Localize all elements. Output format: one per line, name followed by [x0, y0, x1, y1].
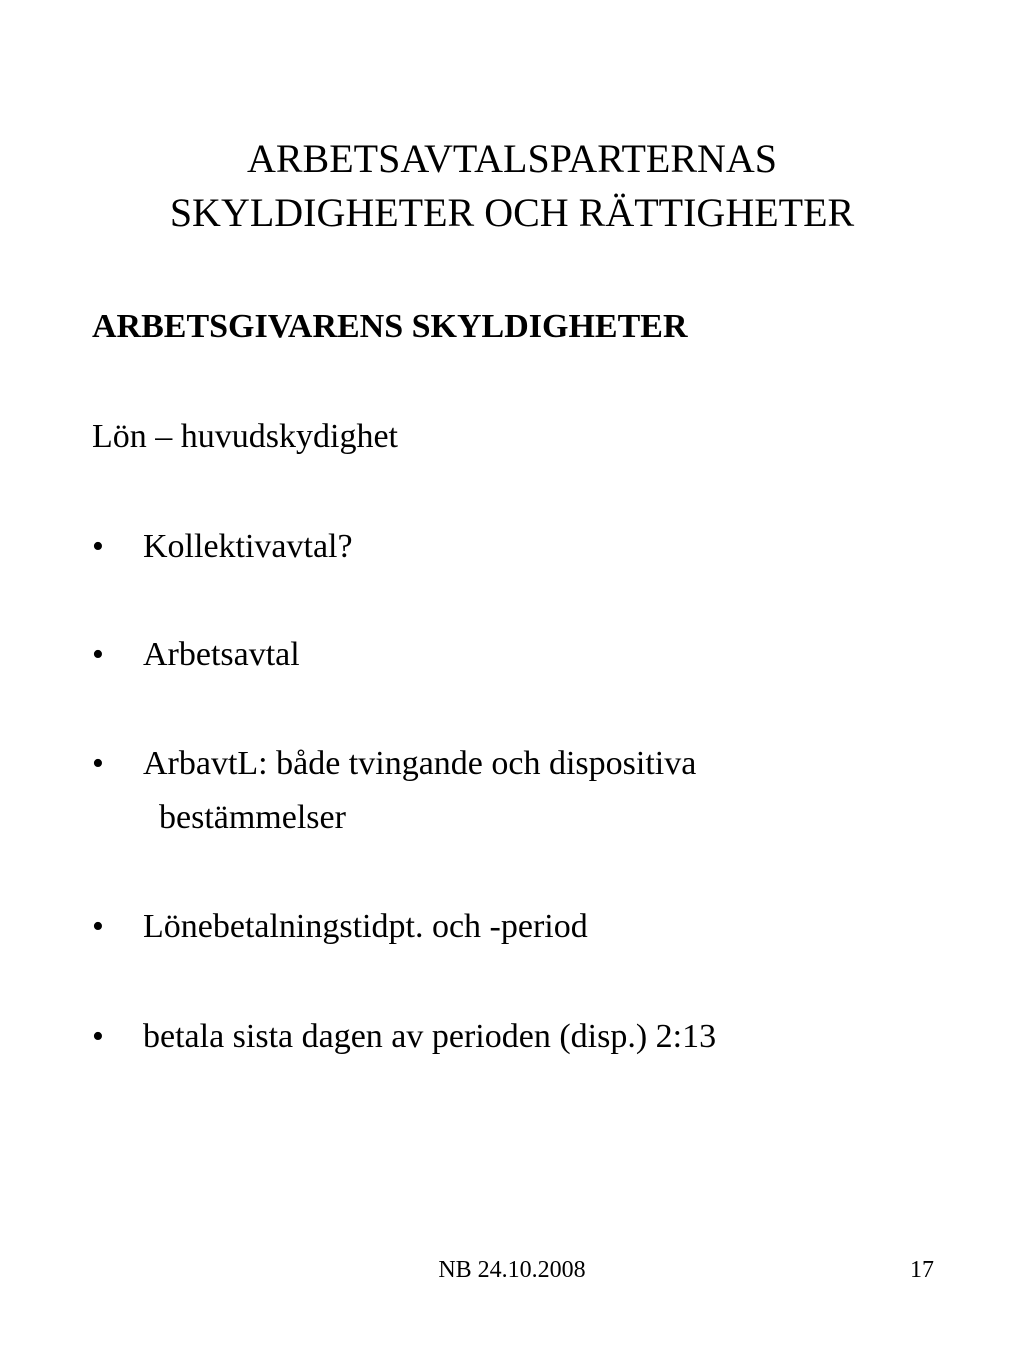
bullet-line: Lönebetalningstidpt. och -period — [143, 908, 588, 945]
page-number: 17 — [910, 1257, 934, 1283]
intro-text: Lön – huvudskydighet — [92, 418, 398, 455]
bullet-text — [143, 900, 588, 954]
bullet-text — [143, 737, 696, 845]
footer-date: NB 24.10.2008 — [438, 1257, 586, 1283]
bullet-dot: • — [92, 1018, 104, 1055]
slide-title-line-2: SKYLDIGHETER OCH RÄTTIGHETER — [169, 190, 855, 235]
bullet-line: ArbavtL: både tvingande och dispositiva — [143, 745, 697, 782]
bullet-text — [143, 1010, 716, 1064]
bullet-text — [143, 520, 353, 574]
bullet-text — [143, 628, 300, 682]
bullet-line: betala sista dagen av perioden (disp.) 2:13 — [143, 1018, 717, 1055]
slide-title — [0, 132, 1024, 240]
slide-title-line-1: ARBETSAVTALSPARTERNAS — [246, 136, 778, 181]
section-heading: ARBETSGIVARENS SKYLDIGHETER — [92, 308, 688, 345]
bullet-dot: • — [92, 745, 104, 782]
bullet-dot: • — [92, 636, 104, 673]
bullet-line-continued: bestämmelser — [159, 799, 346, 836]
bullet-dot: • — [92, 528, 104, 565]
bullet-line: Kollektivavtal? — [143, 528, 353, 565]
bullet-dot: • — [92, 908, 104, 945]
bullet-line: Arbetsavtal — [143, 636, 300, 673]
